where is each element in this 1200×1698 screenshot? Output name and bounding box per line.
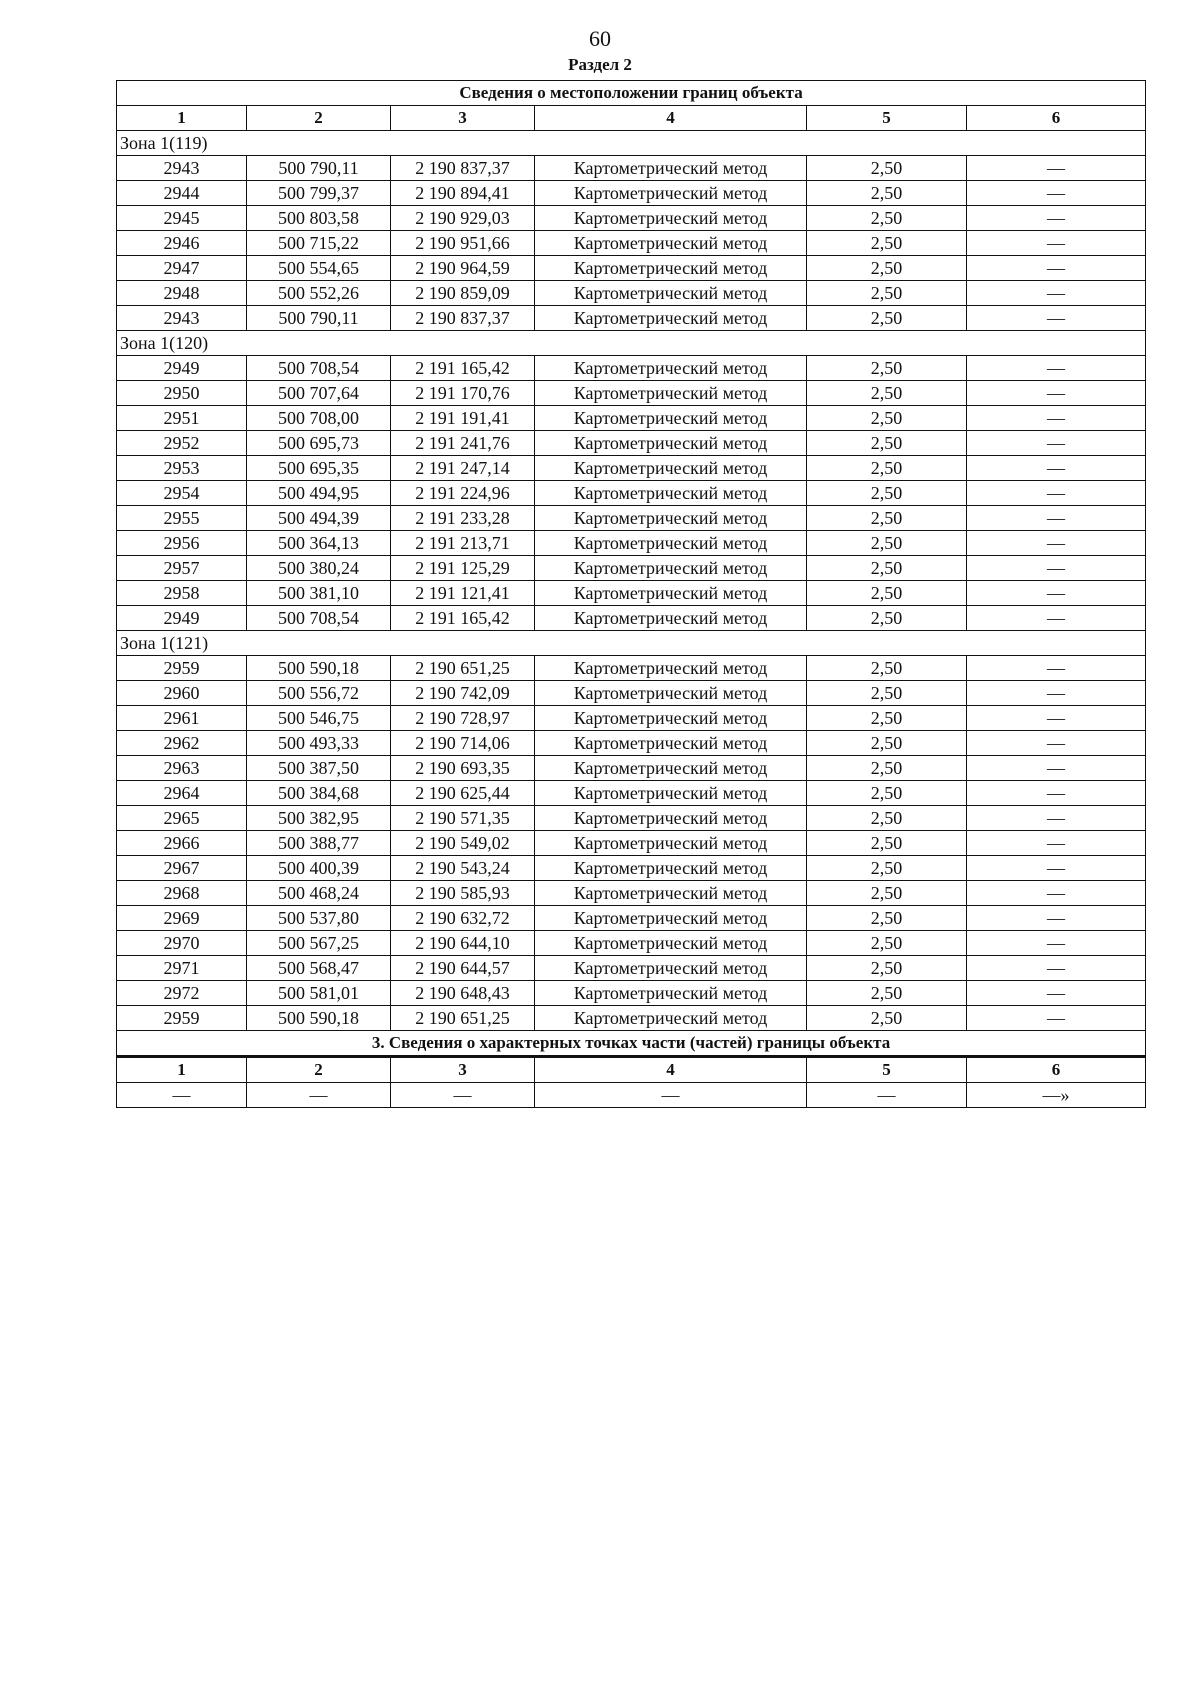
description: — [967,181,1146,206]
column-number: 3 [391,1057,535,1083]
zone-row [117,631,1146,656]
method: Картометрический метод [535,506,807,531]
method: Картометрический метод [535,356,807,381]
method: Картометрический метод [535,656,807,681]
coord-y: 2 190 894,41 [391,181,535,206]
coord-x: 500 695,73 [247,431,391,456]
description: — [967,881,1146,906]
table-title: Сведения о местоположении границ объекта [117,81,1146,106]
accuracy: 2,50 [807,781,967,806]
column-number: 2 [247,1057,391,1083]
accuracy: 2,50 [807,881,967,906]
description: — [967,256,1146,281]
method: Картометрический метод [535,756,807,781]
zone-row [117,131,1146,156]
point-number: 2964 [117,781,247,806]
description: — [967,406,1146,431]
accuracy: 2,50 [807,381,967,406]
description: — [967,731,1146,756]
coord-x: 500 494,39 [247,506,391,531]
description: — [967,506,1146,531]
accuracy: 2,50 [807,656,967,681]
method: Картометрический метод [535,556,807,581]
description: — [967,831,1146,856]
description: — [967,806,1146,831]
table-row [117,706,1146,731]
method: Картометрический метод [535,906,807,931]
table-row [117,1083,1146,1108]
description: — [967,206,1146,231]
table-row [117,831,1146,856]
accuracy: 2,50 [807,706,967,731]
coord-y: 2 190 837,37 [391,156,535,181]
coord-y: 2 190 651,25 [391,1006,535,1031]
table-title-row [117,81,1146,106]
coord-x: — [247,1083,391,1108]
description: — [967,856,1146,881]
description: — [967,781,1146,806]
point-number: 2961 [117,706,247,731]
point-number: 2950 [117,381,247,406]
table-row [117,606,1146,631]
coord-y: 2 190 742,09 [391,681,535,706]
accuracy: 2,50 [807,256,967,281]
point-number: 2959 [117,656,247,681]
coord-y: 2 190 859,09 [391,281,535,306]
point-number: 2965 [117,806,247,831]
accuracy: 2,50 [807,556,967,581]
table-row [117,731,1146,756]
coord-y: 2 191 213,71 [391,531,535,556]
point-number: 2969 [117,906,247,931]
coord-x: 500 546,75 [247,706,391,731]
description: — [967,606,1146,631]
coord-x: 500 388,77 [247,831,391,856]
table-row [117,231,1146,256]
column-number: 2 [247,106,391,131]
table-row [117,531,1146,556]
column-number: 3 [391,106,535,131]
coord-x: 500 364,13 [247,531,391,556]
point-number: 2962 [117,731,247,756]
coord-x: 500 695,35 [247,456,391,481]
table-row [117,756,1146,781]
coord-y: 2 190 714,06 [391,731,535,756]
table-row [117,856,1146,881]
coord-x: 500 799,37 [247,181,391,206]
coord-y: 2 190 648,43 [391,981,535,1006]
coord-x: 500 554,65 [247,256,391,281]
point-number: 2943 [117,306,247,331]
accuracy: 2,50 [807,581,967,606]
method: Картометрический метод [535,706,807,731]
point-number: 2953 [117,456,247,481]
description: — [967,956,1146,981]
accuracy: 2,50 [807,806,967,831]
point-number: — [117,1083,247,1108]
point-number: 2967 [117,856,247,881]
zone-row [117,331,1146,356]
section3-title: 3. Сведения о характерных точках части (частей) границы объекта [117,1031,1146,1057]
method: Картометрический метод [535,206,807,231]
accuracy: 2,50 [807,731,967,756]
description: — [967,481,1146,506]
column-number: 6 [967,106,1146,131]
column-number: 4 [535,1057,807,1083]
coord-x: 500 790,11 [247,156,391,181]
description: — [967,356,1146,381]
point-number: 2963 [117,756,247,781]
accuracy: 2,50 [807,281,967,306]
description: — [967,431,1146,456]
point-number: 2972 [117,981,247,1006]
method: Картометрический метод [535,856,807,881]
method: Картометрический метод [535,956,807,981]
accuracy: 2,50 [807,531,967,556]
page-number: 60 [589,26,611,51]
accuracy: 2,50 [807,606,967,631]
table-row [117,281,1146,306]
coord-y: 2 190 549,02 [391,831,535,856]
point-number: 2949 [117,356,247,381]
point-number: 2958 [117,581,247,606]
coord-x: 500 708,00 [247,406,391,431]
table-row [117,381,1146,406]
coord-y: 2 191 121,41 [391,581,535,606]
coord-y: 2 190 625,44 [391,781,535,806]
method: Картометрический метод [535,281,807,306]
method: Картометрический метод [535,581,807,606]
method: — [535,1083,807,1108]
description: — [967,531,1146,556]
table-row [117,906,1146,931]
table-row [117,806,1146,831]
accuracy: 2,50 [807,931,967,956]
column-number: 1 [117,106,247,131]
coord-y: 2 191 170,76 [391,381,535,406]
method: Картометрический метод [535,931,807,956]
section-title: Раздел 2 [568,55,632,74]
coord-x: 500 590,18 [247,1006,391,1031]
table-row [117,556,1146,581]
accuracy: 2,50 [807,156,967,181]
accuracy: 2,50 [807,231,967,256]
coord-y: 2 190 951,66 [391,231,535,256]
coord-y: 2 191 241,76 [391,431,535,456]
coord-x: 500 552,26 [247,281,391,306]
method: Картометрический метод [535,531,807,556]
method: Картометрический метод [535,181,807,206]
point-number: 2944 [117,181,247,206]
table-row [117,256,1146,281]
coord-y: 2 190 964,59 [391,256,535,281]
accuracy: 2,50 [807,181,967,206]
point-number: 2956 [117,531,247,556]
coord-x: 500 382,95 [247,806,391,831]
table-row [117,406,1146,431]
description: — [967,1006,1146,1031]
column-number: 4 [535,106,807,131]
coord-y: 2 190 728,97 [391,706,535,731]
accuracy: 2,50 [807,406,967,431]
coord-x: 500 715,22 [247,231,391,256]
table-row [117,506,1146,531]
coord-x: 500 708,54 [247,606,391,631]
point-number: 2957 [117,556,247,581]
point-number: 2970 [117,931,247,956]
method: Картометрический метод [535,731,807,756]
table-row [117,206,1146,231]
coord-x: 500 494,95 [247,481,391,506]
point-number: 2947 [117,256,247,281]
accuracy: 2,50 [807,756,967,781]
point-number: 2960 [117,681,247,706]
point-number: 2971 [117,956,247,981]
coord-y: 2 190 644,57 [391,956,535,981]
method: Картометрический метод [535,156,807,181]
method: Картометрический метод [535,881,807,906]
table-row [117,156,1146,181]
accuracy: 2,50 [807,956,967,981]
accuracy: — [807,1083,967,1108]
method: Картометрический метод [535,256,807,281]
description: — [967,156,1146,181]
coord-x: 500 556,72 [247,681,391,706]
table-row [117,781,1146,806]
accuracy: 2,50 [807,456,967,481]
coord-y: 2 190 644,10 [391,931,535,956]
column-number: 6 [967,1057,1146,1083]
coord-x: 500 567,25 [247,931,391,956]
accuracy: 2,50 [807,206,967,231]
coord-y: 2 190 585,93 [391,881,535,906]
point-number: 2955 [117,506,247,531]
point-number: 2968 [117,881,247,906]
coord-y: 2 191 165,42 [391,606,535,631]
description: — [967,756,1146,781]
method: Картометрический метод [535,1006,807,1031]
description: — [967,706,1146,731]
accuracy: 2,50 [807,681,967,706]
description: — [967,581,1146,606]
coord-y: 2 191 224,96 [391,481,535,506]
coord-x: 500 707,64 [247,381,391,406]
description: — [967,656,1146,681]
description: — [967,681,1146,706]
coord-x: 500 380,24 [247,556,391,581]
method: Картометрический метод [535,456,807,481]
point-number: 2952 [117,431,247,456]
coord-y: — [391,1083,535,1108]
method: Картометрический метод [535,231,807,256]
point-number: 2946 [117,231,247,256]
coord-y: 2 190 632,72 [391,906,535,931]
coord-x: 500 581,01 [247,981,391,1006]
zone-name: Зона 1(119) [117,131,1146,156]
table-row [117,481,1146,506]
column-number: 5 [807,1057,967,1083]
table-row [117,656,1146,681]
zone-name: Зона 1(121) [117,631,1146,656]
point-number: 2945 [117,206,247,231]
table-row [117,931,1146,956]
method: Картометрический метод [535,306,807,331]
description: — [967,556,1146,581]
method: Картометрический метод [535,381,807,406]
accuracy: 2,50 [807,981,967,1006]
description: — [967,381,1146,406]
table-row [117,1006,1146,1031]
method: Картометрический метод [535,681,807,706]
table-body [117,81,1146,1108]
method: Картометрический метод [535,606,807,631]
coord-x: 500 384,68 [247,781,391,806]
coord-y: 2 190 571,35 [391,806,535,831]
table-row [117,581,1146,606]
accuracy: 2,50 [807,481,967,506]
table-row [117,181,1146,206]
column-number: 1 [117,1057,247,1083]
coord-y: 2 190 837,37 [391,306,535,331]
table-row [117,681,1146,706]
coord-x: 500 381,10 [247,581,391,606]
accuracy: 2,50 [807,1006,967,1031]
boundary-coordinates-table [116,80,1146,1108]
coord-y: 2 191 125,29 [391,556,535,581]
table-row [117,981,1146,1006]
accuracy: 2,50 [807,856,967,881]
section3-column-header-row [117,1057,1146,1083]
coord-y: 2 190 651,25 [391,656,535,681]
point-number: 2954 [117,481,247,506]
coord-y: 2 191 233,28 [391,506,535,531]
point-number: 2943 [117,156,247,181]
accuracy: 2,50 [807,431,967,456]
coord-y: 2 190 693,35 [391,756,535,781]
point-number: 2948 [117,281,247,306]
coord-x: 500 387,50 [247,756,391,781]
description: —» [967,1083,1146,1108]
method: Картометрический метод [535,806,807,831]
coord-y: 2 191 247,14 [391,456,535,481]
point-number: 2966 [117,831,247,856]
coord-x: 500 568,47 [247,956,391,981]
table-row [117,356,1146,381]
method: Картометрический метод [535,831,807,856]
coord-x: 500 803,58 [247,206,391,231]
table-row [117,306,1146,331]
accuracy: 2,50 [807,506,967,531]
coord-y: 2 191 165,42 [391,356,535,381]
column-number: 5 [807,106,967,131]
point-number: 2959 [117,1006,247,1031]
zone-name: Зона 1(120) [117,331,1146,356]
accuracy: 2,50 [807,306,967,331]
accuracy: 2,50 [807,831,967,856]
table-row [117,456,1146,481]
accuracy: 2,50 [807,906,967,931]
coord-x: 500 493,33 [247,731,391,756]
method: Картометрический метод [535,431,807,456]
coord-y: 2 190 929,03 [391,206,535,231]
method: Картометрический метод [535,781,807,806]
description: — [967,306,1146,331]
coord-y: 2 191 191,41 [391,406,535,431]
coord-y: 2 190 543,24 [391,856,535,881]
description: — [967,981,1146,1006]
accuracy: 2,50 [807,356,967,381]
coord-x: 500 590,18 [247,656,391,681]
coord-x: 500 708,54 [247,356,391,381]
description: — [967,931,1146,956]
description: — [967,456,1146,481]
method: Картометрический метод [535,481,807,506]
coord-x: 500 537,80 [247,906,391,931]
coord-x: 500 790,11 [247,306,391,331]
description: — [967,906,1146,931]
method: Картометрический метод [535,981,807,1006]
column-header-row [117,106,1146,131]
section3-title-row [117,1031,1146,1057]
table-row [117,431,1146,456]
method: Картометрический метод [535,406,807,431]
point-number: 2951 [117,406,247,431]
description: — [967,281,1146,306]
table-row [117,881,1146,906]
coord-x: 500 468,24 [247,881,391,906]
description: — [967,231,1146,256]
table-row [117,956,1146,981]
point-number: 2949 [117,606,247,631]
coord-x: 500 400,39 [247,856,391,881]
